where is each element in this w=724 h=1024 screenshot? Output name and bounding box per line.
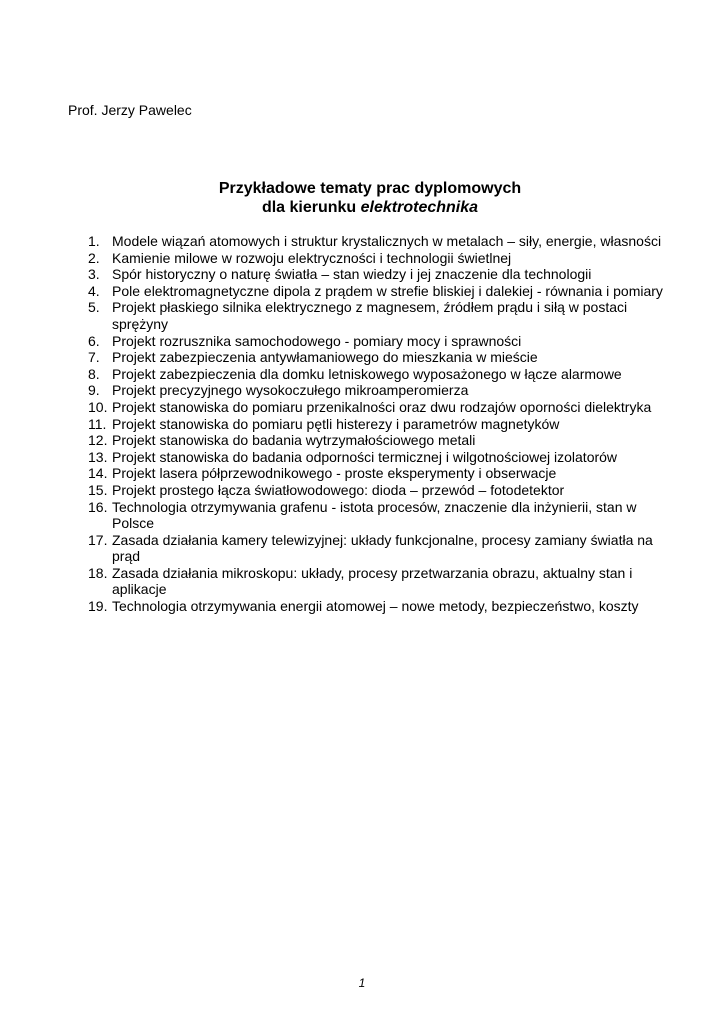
title-line-1: Przykładowe tematy prac dyplomowych xyxy=(218,180,522,197)
topic-number: 2. xyxy=(88,249,100,266)
topic-text: Projekt prostego łącza światłowodowego: dioda – przewód – fotodetektor xyxy=(112,481,565,498)
topic-text: Projekt stanowiska do badania wytrzymałościowego metali xyxy=(112,432,476,449)
topic-text: Projekt precyzyjnego wysokoczułego mikroamperomierza xyxy=(112,382,469,399)
topic-item xyxy=(88,432,668,449)
topic-number: 7. xyxy=(88,349,100,366)
topic-item xyxy=(88,349,668,366)
page-number: 1 xyxy=(358,976,366,990)
topic-text: Kamienie milowe w rozwoju elektryczności i technologii świetlnej xyxy=(112,249,512,266)
topic-item xyxy=(88,532,668,565)
topic-number: 3. xyxy=(88,266,100,283)
topic-text: Projekt stanowiska do pomiaru przenikalności oraz dwu rodzajów oporności dielektryka xyxy=(112,398,652,415)
topic-item xyxy=(88,482,668,499)
topic-item xyxy=(88,299,668,332)
topic-number: 10. xyxy=(88,398,108,415)
topic-number: 19. xyxy=(88,598,108,615)
topic-text: Projekt rozrusznika samochodowego - pomiary mocy i sprawności xyxy=(112,332,522,349)
topic-item xyxy=(88,366,668,383)
title-line-2 xyxy=(0,198,724,217)
topic-item xyxy=(88,465,668,482)
topic-text: Zasada działania kamery telewizyjnej: układy funkcjonalne, procesy zamiany światła na prąd xyxy=(112,531,653,565)
topic-number: 8. xyxy=(88,365,100,382)
topic-number: 12. xyxy=(88,432,108,449)
topic-number: 4. xyxy=(88,282,100,299)
topic-item xyxy=(88,449,668,466)
document-title xyxy=(0,179,724,217)
topic-text: Pole elektromagnetyczne dipola z prądem w strefie bliskiej i dalekiej - równania i pomiary xyxy=(112,282,663,299)
topic-text: Projekt zabezpieczenia dla domku letniskowego wyposażonego w łącze alarmowe xyxy=(112,365,622,382)
topic-item xyxy=(88,250,668,267)
topic-item xyxy=(88,382,668,399)
topic-number: 11. xyxy=(88,415,107,432)
topic-item xyxy=(88,416,668,433)
topic-text: Projekt lasera półprzewodnikowego - proste eksperymenty i obserwacje xyxy=(112,465,557,482)
topic-item xyxy=(88,233,668,250)
topic-item xyxy=(88,399,668,416)
topic-item xyxy=(88,333,668,350)
topic-text: Projekt zabezpieczenia antywłamaniowego do mieszkania w mieście xyxy=(112,349,538,366)
title-field-of-study: elektrotechnika xyxy=(360,199,479,216)
topic-text: Spór historyczny o naturę światła – stan wiedzy i jej znaczenie dla technologii xyxy=(112,266,592,283)
topic-number: 13. xyxy=(88,448,108,465)
topic-number: 6. xyxy=(88,332,100,349)
topic-text: Technologia otrzymywania grafenu - istota procesów, znaczenie dla inżynierii, stan w Polsce xyxy=(112,498,637,532)
topic-number: 17. xyxy=(88,531,108,548)
topic-number: 15. xyxy=(88,481,108,498)
topic-text: Projekt stanowiska do badania odporności termicznej i wilgotnościowej izolatorów xyxy=(112,448,618,465)
topic-number: 1. xyxy=(88,233,100,249)
title-line-2-prefix: dla kierunku xyxy=(261,199,361,216)
topic-number: 5. xyxy=(88,299,100,316)
topic-text: Projekt stanowiska do pomiaru pętli histerezy i parametrów magnetyków xyxy=(112,415,560,432)
topic-text: Modele wiązań atomowych i struktur krystalicznych w metalach – siły, energie, własności xyxy=(112,233,662,249)
author-name: Prof. Jerzy Pawelec xyxy=(68,102,192,118)
topic-list xyxy=(88,233,668,615)
topic-text: Zasada działania mikroskopu: układy, procesy przetwarzania obrazu, aktualny stan i aplikacje xyxy=(112,564,633,598)
topic-item xyxy=(88,565,668,598)
topic-number: 9. xyxy=(88,382,100,399)
topic-number: 18. xyxy=(88,564,108,581)
topic-item xyxy=(88,499,668,532)
topic-item xyxy=(88,266,668,283)
topic-text: Projekt płaskiego silnika elektrycznego z magnesem, źródłem prądu i siłą w postaci sprężyny xyxy=(112,299,628,332)
topic-item xyxy=(88,598,668,615)
topic-number: 16. xyxy=(88,498,108,515)
topic-number: 14. xyxy=(88,465,108,482)
topic-item xyxy=(88,283,668,300)
topic-text: Technologia otrzymywania energii atomowej – nowe metody, bezpieczeństwo, koszty xyxy=(112,598,639,615)
